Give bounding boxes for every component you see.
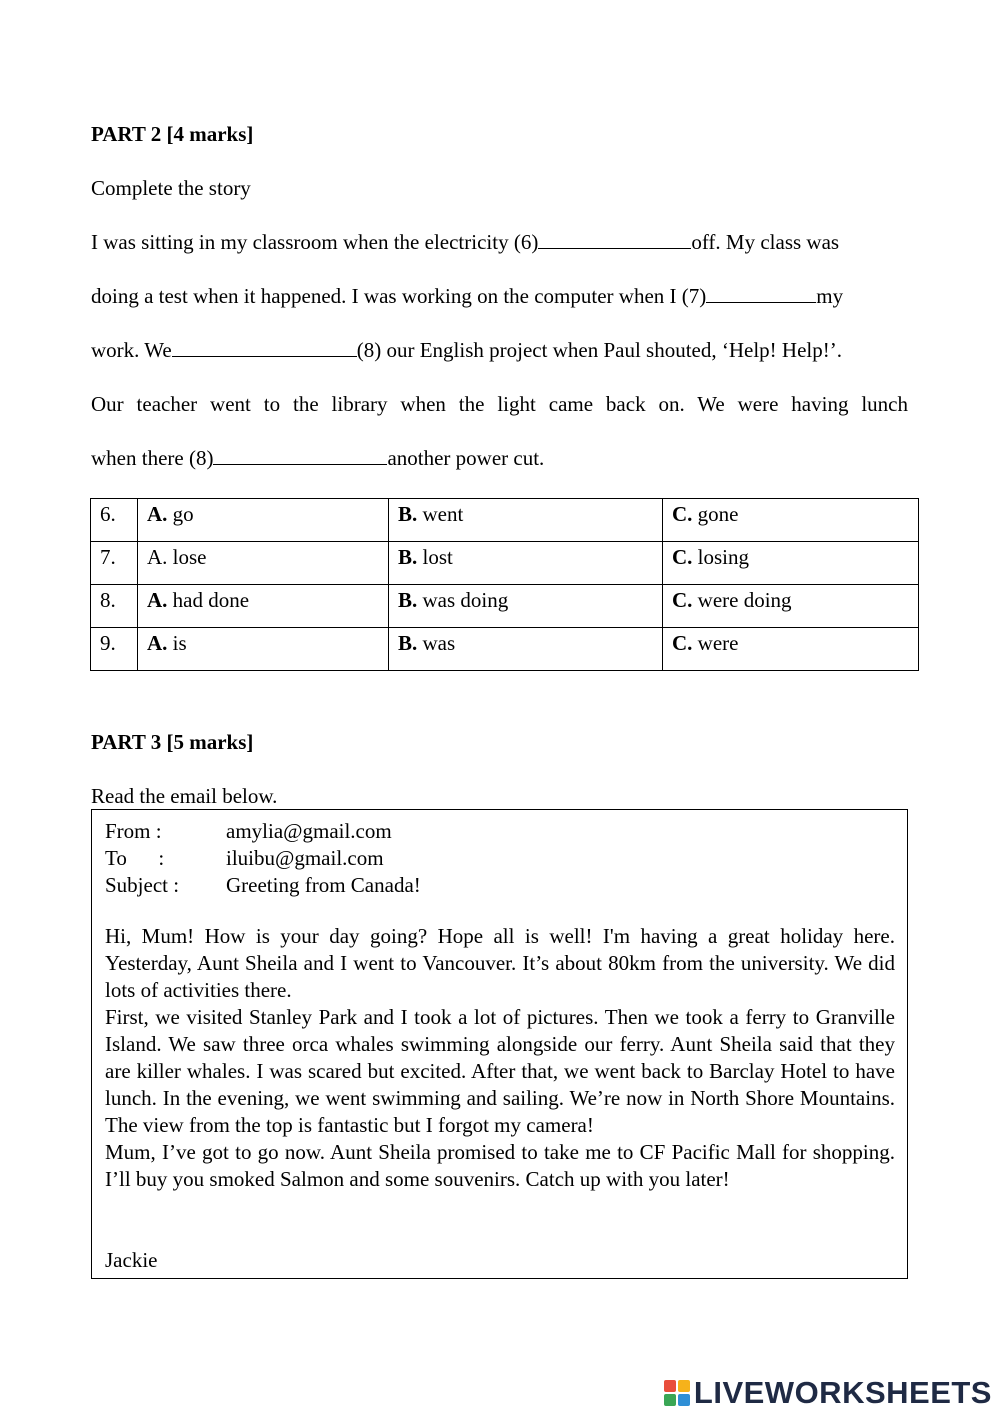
- option-row: [91, 628, 919, 671]
- option-a[interactable]: [138, 542, 389, 585]
- part3-heading: PART 3 [5 marks]: [91, 730, 254, 754]
- option-text: had done: [167, 588, 250, 612]
- email-paragraph-3: Mum, I’ve got to go now. Aunt Sheila promised to take me to CF Pacific Mall for shopping. I’ll buy you smoked Salmon and some souvenirs. Catch up with you later!: [105, 1140, 895, 1191]
- option-c[interactable]: [663, 499, 919, 542]
- answer-blank-8[interactable]: [172, 338, 357, 357]
- option-letter: A.: [147, 502, 168, 526]
- option-text: go: [167, 502, 194, 526]
- option-letter: C.: [672, 545, 693, 569]
- liveworksheets-logo: [664, 1375, 992, 1411]
- story-text: I was sitting in my classroom when the electricity (6): [91, 230, 539, 254]
- story-text: my: [816, 284, 844, 308]
- option-text: was doing: [417, 588, 509, 612]
- email-paragraph-2: First, we visited Stanley Park and I took a lot of pictures. Then we took a ferry to Granville Island. We saw three orca whales swimming alongside our ferry. Aunt Sheila said that they are killer whales. I was scared but excited. After that, we went back to Barclay Hotel to have lunch. In the evening, we went swimming and sailing. We’re now in North Shore Mountains. The view from the top is fantastic but I forgot my camera!: [105, 1005, 895, 1137]
- email-subject-value: Greeting from Canada!: [226, 873, 421, 897]
- option-c[interactable]: [663, 542, 919, 585]
- option-text: went: [417, 502, 464, 526]
- option-letter: C.: [672, 588, 693, 612]
- email-to-row: [105, 845, 384, 872]
- logo-square: [678, 1380, 690, 1392]
- question-number: [91, 628, 138, 671]
- email-from-row: [105, 818, 392, 845]
- email-body: [105, 923, 895, 1193]
- story-line-1: [91, 230, 908, 254]
- option-c[interactable]: [663, 628, 919, 671]
- option-a[interactable]: [138, 499, 389, 542]
- logo-square: [664, 1380, 676, 1392]
- option-letter: C.: [672, 502, 693, 526]
- question-number: [91, 542, 138, 585]
- option-c[interactable]: [663, 585, 919, 628]
- option-letter: B.: [398, 588, 418, 612]
- email-to-label: To :: [105, 846, 165, 870]
- option-text: 9.: [100, 631, 116, 655]
- answer-blank-9[interactable]: [213, 446, 387, 465]
- logo-text: LIVEWORKSHEETS: [693, 1375, 992, 1410]
- option-row: [91, 542, 919, 585]
- email-from-label: From :: [105, 819, 162, 843]
- story-line-5: [91, 446, 908, 470]
- logo-square: [678, 1394, 690, 1406]
- option-row: [91, 585, 919, 628]
- option-text: 6.: [100, 502, 116, 526]
- option-a[interactable]: [138, 628, 389, 671]
- option-letter: B.: [398, 502, 418, 526]
- option-letter: A.: [147, 631, 168, 655]
- option-row: [91, 499, 919, 542]
- option-letter: C.: [672, 631, 693, 655]
- email-subject-label: Subject :: [105, 873, 180, 897]
- story-text: (8) our English project when Paul shouted, ‘Help! Help!’.: [356, 338, 842, 362]
- question-number: [91, 585, 138, 628]
- logo-square: [664, 1394, 676, 1406]
- option-b[interactable]: [389, 542, 663, 585]
- option-text: were doing: [692, 588, 792, 612]
- option-letter: B.: [398, 545, 418, 569]
- answer-blank-7[interactable]: [706, 284, 816, 303]
- option-text: 7.: [100, 545, 116, 569]
- option-a[interactable]: [138, 585, 389, 628]
- option-b[interactable]: [389, 585, 663, 628]
- option-text: were: [692, 631, 739, 655]
- story-line-4: Our teacher went to the library when the light came back on. We were having lunch: [91, 392, 908, 416]
- email-to-value: iluibu@gmail.com: [226, 846, 384, 870]
- answer-blank-6[interactable]: [538, 230, 691, 249]
- part3-instruction: Read the email below.: [91, 784, 278, 808]
- story-text: work. We: [91, 338, 172, 362]
- part2-instruction: Complete the story: [91, 176, 251, 200]
- story-line-2: [91, 284, 908, 308]
- option-text: gone: [692, 502, 739, 526]
- option-text: lost: [417, 545, 453, 569]
- option-text: is: [167, 631, 187, 655]
- story-text: another power cut.: [387, 446, 545, 470]
- option-text: 8.: [100, 588, 116, 612]
- option-letter: B.: [398, 631, 418, 655]
- email-from-value: amylia@gmail.com: [226, 819, 392, 843]
- option-text: A. lose: [147, 545, 207, 569]
- option-b[interactable]: [389, 628, 663, 671]
- option-b[interactable]: [389, 499, 663, 542]
- story-text: doing a test when it happened. I was working on the computer when I (7): [91, 284, 707, 308]
- logo-grid-icon: [664, 1380, 690, 1406]
- story-line-3: [91, 338, 908, 362]
- part2-heading: PART 2 [4 marks]: [91, 122, 254, 146]
- question-number: [91, 499, 138, 542]
- story-text: off. My class was: [691, 230, 840, 254]
- email-box: [91, 809, 908, 1279]
- email-subject-row: [105, 872, 421, 899]
- option-letter: A.: [147, 588, 168, 612]
- email-signoff: Jackie: [105, 1248, 158, 1272]
- email-paragraph-1: Hi, Mum! How is your day going? Hope all is well! I'm having a great holiday here. Yesterday, Aunt Sheila and I went to Vancouver. It’s about 80km from the university. We did lots of activities there.: [105, 924, 895, 1002]
- story-text: when there (8): [91, 446, 214, 470]
- option-text: losing: [692, 545, 750, 569]
- option-text: was: [417, 631, 456, 655]
- options-table: [90, 498, 919, 671]
